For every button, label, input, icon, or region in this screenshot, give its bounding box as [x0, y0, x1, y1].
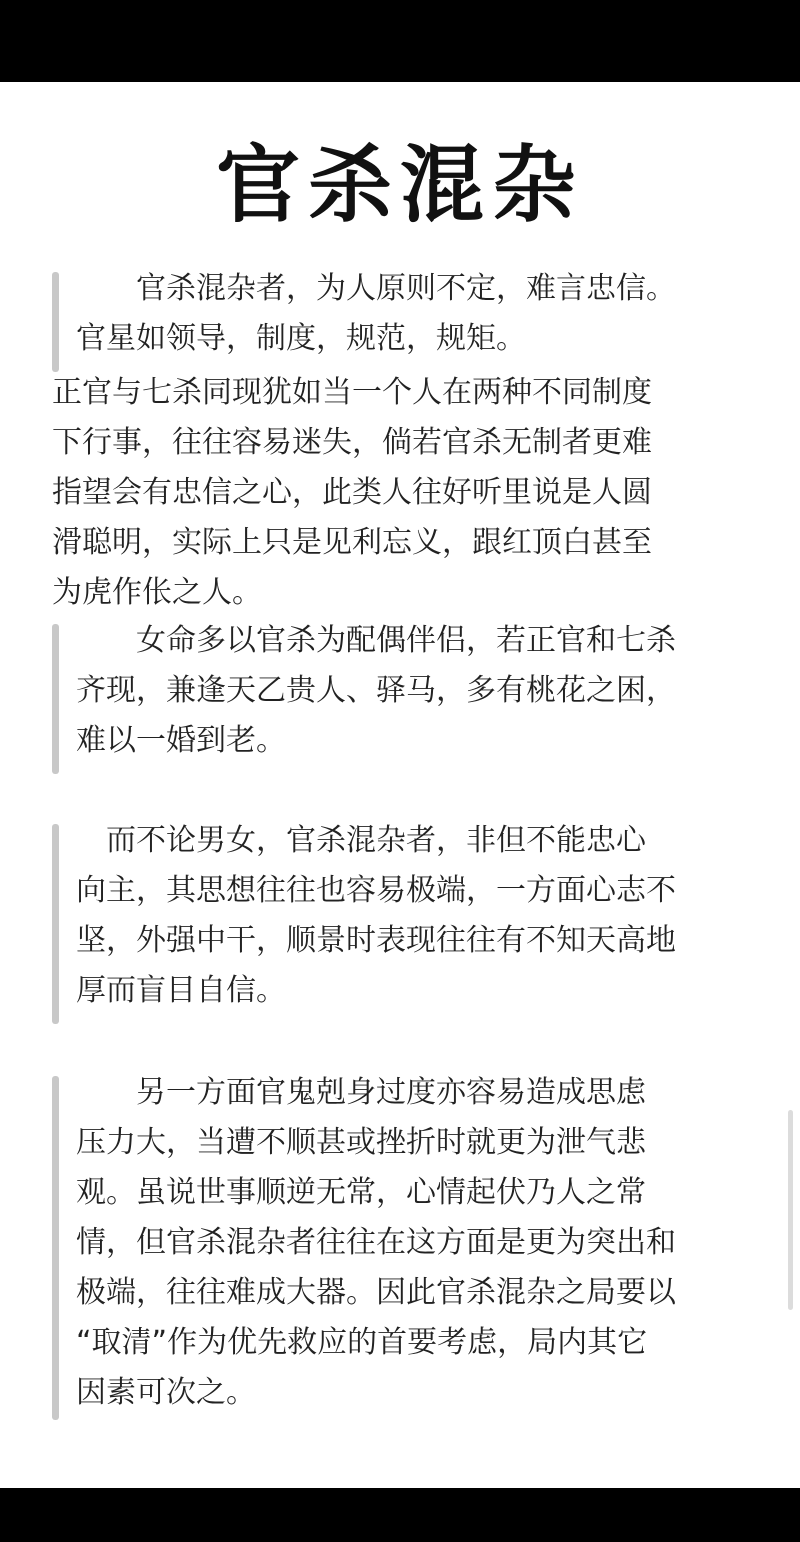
- paragraph-1: 官杀混杂者，为人原则不定，难言忠信。 官星如领导，制度，规范，规矩。: [76, 271, 676, 356]
- quote-block-1: [52, 272, 752, 372]
- article-page: [0, 82, 800, 1488]
- quote-block-3: [52, 824, 752, 1024]
- bottom-black-bar: [0, 1488, 800, 1542]
- page-title: 官杀混杂: [215, 135, 584, 234]
- top-black-bar: [0, 0, 800, 82]
- paragraph-5: 另一方面官鬼剋身过度亦容易造成思虑 压力大，当遭不顺甚或挫折时就更为泄气悲 观。虽说世事顺逆无常，心情起伏乃人之常 情，但官杀混杂者往往在这方面是更为突出和 极端，往往难成大器。因此官杀混杂之局要以 “取清”作为优先救应的首要考虑，局内其它 因素可次之。: [76, 1075, 676, 1410]
- quote-bar: [52, 624, 59, 774]
- paragraph-2: 正官与七杀同现犹如当一个人在两种不同制度 下行事，往往容易迷失，倘若官杀无制者更难 指望会有忠信之心，此类人往好听里说是人圆 滑聪明，实际上只是见利忘义，跟红顶白甚至 为虎作伥之人。: [52, 375, 652, 610]
- paragraph-4: 而不论男女，官杀混杂者，非但不能忠心 向主，其思想往往也容易极端，一方面心志不 坚，外强中干，顺景时表现往往有不知天高地 厚而盲目自信。: [76, 823, 676, 1008]
- quote-bar: [52, 272, 59, 372]
- quote-bar: [52, 1076, 59, 1420]
- paragraph-3: 女命多以官杀为配偶伴侣，若正官和七杀 齐现，兼逢天乙贵人、驿马，多有桃花之困， 难以一婚到老。: [76, 623, 676, 758]
- quote-block-4: [52, 1076, 752, 1420]
- scrollbar-thumb[interactable]: [788, 1110, 793, 1310]
- quote-bar: [52, 824, 59, 1024]
- quote-block-2: [52, 624, 752, 774]
